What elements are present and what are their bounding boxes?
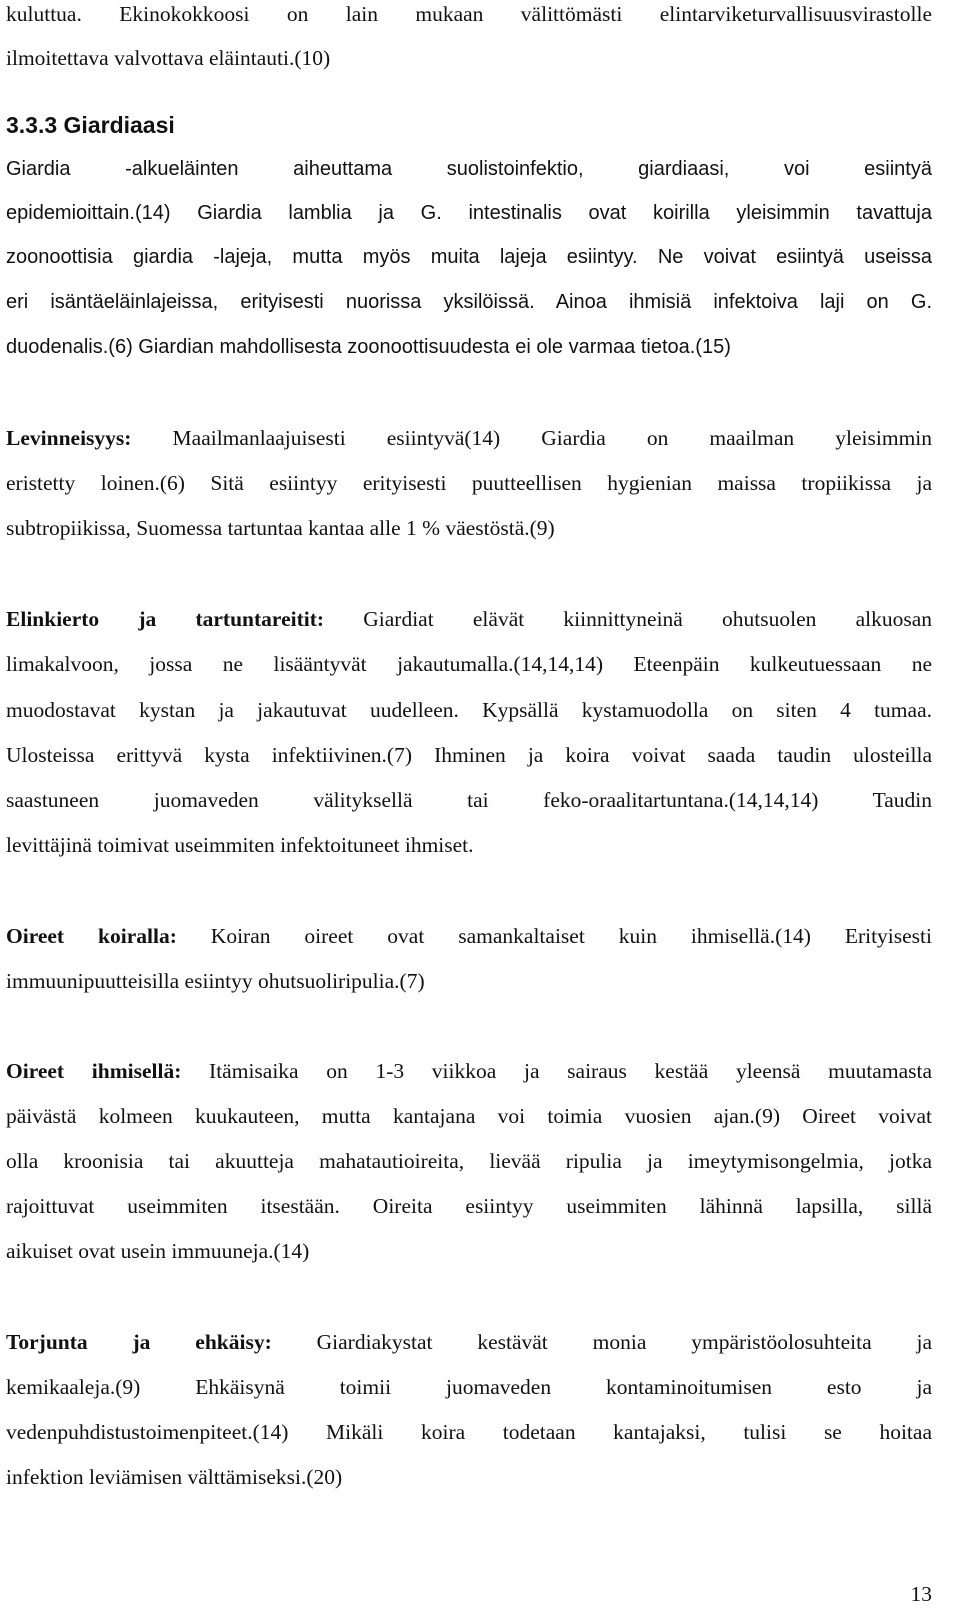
torjunta-line-3: vedenpuhdistustoimenpiteet.(14) Mikäli koira todetaan kantajaksi, tulisi se hoitaa	[6, 1420, 932, 1444]
elinkierto-line-4: Ulosteissa erittyvä kysta infektiivinen.(7) Ihminen ja koira voivat saada taudin ulosteilla	[6, 743, 932, 767]
section-line-5: duodenalis.(6) Giardian mahdollisesta zoonoottisuudesta ei ole varmaa tietoa.(15)	[6, 336, 731, 358]
elinkierto-line-3: muodostavat kystan ja jakautuvat uudelleen. Kypsällä kystamuodolla on siten 4 tumaa.	[6, 698, 932, 722]
oireet-ihminen-line-3: olla kroonisia tai akuutteja mahatautioireita, lievää ripulia ja imeytymisongelmia, jotka	[6, 1149, 932, 1173]
torjunta-line-2: kemikaaleja.(9) Ehkäisynä toimii juomaveden kontaminoitumisen esto ja	[6, 1375, 932, 1399]
intro-line-1: kuluttua. Ekinokokkoosi on lain mukaan välittömästi elintarviketurvallisuusvirastolle	[6, 2, 932, 26]
oireet-koira-text: Koiran oireet ovat samankaltaiset kuin ihmisellä.(14) Erityisesti	[210, 924, 932, 948]
oireet-ihminen-line-2: päivästä kolmeen kuukauteen, mutta kantajana voi toimia vuosien ajan.(9) Oireet voivat	[6, 1104, 932, 1128]
levinneisyys-label: Levinneisyys:	[6, 426, 132, 450]
section-line-4: eri isäntäeläinlajeissa, erityisesti nuorissa yksilöissä. Ainoa ihmisiä infektoiva laji on G.	[6, 291, 932, 313]
levinneisyys-line-2: eristetty loinen.(6) Sitä esiintyy erityisesti puutteellisen hygienian maissa tropiikissa ja	[6, 471, 932, 495]
oireet-ihminen-line-4: rajoittuvat useimmiten itsestään. Oireita esiintyy useimmiten lähinnä lapsilla, sillä	[6, 1194, 932, 1218]
elinkierto-paragraph-line-1	[6, 605, 932, 633]
elinkierto-text: Giardiat elävät kiinnittyneinä ohutsuolen alkuosan	[363, 607, 933, 631]
elinkierto-label: Elinkierto ja tartuntareitit:	[6, 607, 325, 631]
page-number: 13	[910, 1582, 932, 1606]
oireet-koira-label: Oireet koiralla:	[6, 924, 177, 948]
oireet-ihminen-line-5: aikuiset ovat usein immuuneja.(14)	[6, 1239, 310, 1263]
section-line-1: Giardia -alkueläinten aiheuttama suolistoinfektio, giardiaasi, voi esiintyä	[6, 158, 932, 180]
intro-line-2: ilmoitettava valvottava eläintauti.(10)	[6, 46, 331, 70]
oireet-ihminen-paragraph-line-1	[6, 1057, 932, 1085]
oireet-koira-paragraph-line-1	[6, 922, 932, 950]
elinkierto-line-2: limakalvoon, jossa ne lisääntyvät jakautumalla.(14,14,14) Eteenpäin kulkeutuessaan ne	[6, 652, 932, 676]
torjunta-line-4: infektion leviämisen välttämiseksi.(20)	[6, 1465, 343, 1489]
elinkierto-line-6: levittäjinä toimivat useimmiten infektoituneet ihmiset.	[6, 833, 474, 857]
oireet-ihminen-text: Itämisaika on 1-3 viikkoa ja sairaus kestää yleensä muutamasta	[209, 1059, 932, 1083]
levinneisyys-paragraph-line-1	[6, 424, 932, 452]
levinneisyys-line-3: subtropiikissa, Suomessa tartuntaa kantaa alle 1 % väestöstä.(9)	[6, 516, 555, 540]
levinneisyys-text: Maailmanlaajuisesti esiintyvä(14) Giardia on maailman yleisimmin	[172, 426, 933, 450]
oireet-koira-line-2: immuunipuutteisilla esiintyy ohutsuoliripulia.(7)	[6, 969, 425, 993]
section-heading: 3.3.3 Giardiaasi	[6, 112, 175, 138]
section-line-3: zoonoottisia giardia -lajeja, mutta myös muita lajeja esiintyy. Ne voivat esiintyä useissa	[6, 246, 932, 268]
torjunta-text: Giardiakystat kestävät monia ympäristöolosuhteita ja	[316, 1330, 932, 1354]
torjunta-label: Torjunta ja ehkäisy:	[6, 1330, 272, 1354]
section-line-2: epidemioittain.(14) Giardia lamblia ja G. intestinalis ovat koirilla yleisimmin tavattuja	[6, 202, 932, 224]
elinkierto-line-5: saastuneen juomaveden välityksellä tai feko-oraalitartuntana.(14,14,14) Taudin	[6, 788, 932, 812]
torjunta-paragraph-line-1	[6, 1328, 932, 1356]
oireet-ihminen-label: Oireet ihmisellä:	[6, 1059, 182, 1083]
